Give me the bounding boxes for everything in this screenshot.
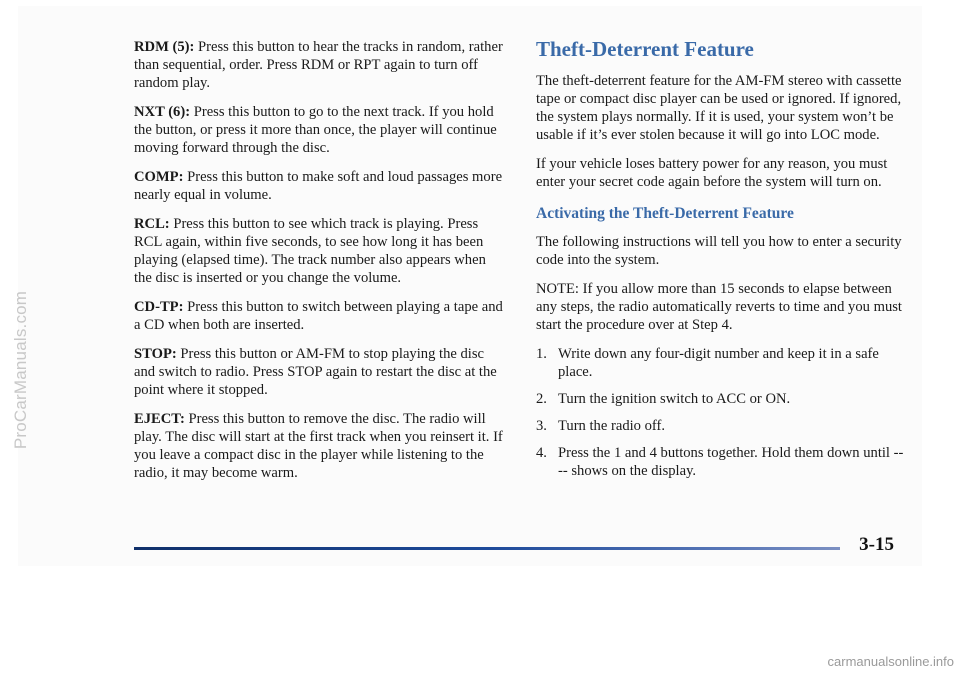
rcl-text: Press this button to see which track is playing. Press RCL again, within five seconds, to see how long it has been playing (elapsed time). The track number also appears when the disc is inserted or you change the volume. bbox=[134, 216, 486, 286]
cdtp-paragraph bbox=[134, 298, 506, 334]
battery-paragraph: If your vehicle loses battery power for any reason, you must enter your secret code again before the system will turn on. bbox=[536, 156, 888, 190]
comp-term: COMP: bbox=[134, 169, 184, 185]
step-number: 4. bbox=[536, 445, 547, 461]
cdtp-term: CD-TP: bbox=[134, 299, 184, 315]
steps-list bbox=[536, 345, 904, 480]
stop-term: STOP: bbox=[134, 346, 177, 362]
step-number: 2. bbox=[536, 391, 547, 407]
nxt-text: Press this button to go to the next track. If you hold the button, or press it more than once, the player will continue moving forward through the disc. bbox=[134, 104, 497, 156]
side-watermark bbox=[2, 170, 40, 570]
instructions-paragraph: The following instructions will tell you how to enter a security code into the system. bbox=[536, 234, 902, 268]
footer-rule bbox=[134, 547, 840, 550]
nxt-paragraph bbox=[134, 103, 506, 157]
list-item bbox=[536, 345, 904, 381]
stop-paragraph bbox=[134, 345, 506, 399]
eject-text: Press this button to remove the disc. The radio will play. The disc will start at the first track when you reinsert it. If you leave a compact disc in the player while listening to the radio, it may become warm. bbox=[134, 411, 503, 481]
bottom-watermark bbox=[0, 654, 960, 669]
left-column bbox=[134, 38, 506, 493]
right-column bbox=[536, 38, 904, 489]
nxt-term: NXT (6): bbox=[134, 104, 191, 120]
list-item bbox=[536, 417, 904, 435]
intro-paragraph: The theft-deterrent feature for the AM-FM stereo with cassette tape or compact disc player can be used or ignored. If ignored, the system plays normally. If it is used, your system won’t be usable if it’s ever stolen because it will go into LOC mode. bbox=[536, 73, 902, 143]
rcl-paragraph bbox=[134, 215, 506, 287]
list-item bbox=[536, 390, 904, 408]
note-paragraph: NOTE: If you allow more than 15 seconds to elapse between any steps, the radio automatically reverts to time and you must start the procedure over at Step 4. bbox=[536, 281, 902, 333]
step-text: Press the 1 and 4 buttons together. Hold them down until ---- shows on the display. bbox=[558, 445, 904, 479]
rdm-term: RDM (5): bbox=[134, 39, 195, 55]
comp-text: Press this button to make soft and loud passages more nearly equal in volume. bbox=[134, 169, 503, 203]
step-text: Turn the radio off. bbox=[558, 418, 666, 434]
eject-paragraph bbox=[134, 410, 506, 482]
section-title: Theft-Deterrent Feature bbox=[536, 37, 754, 61]
comp-paragraph bbox=[134, 168, 506, 204]
cdtp-text: Press this button to switch between playing a tape and a CD when both are inserted. bbox=[134, 299, 503, 333]
stop-text: Press this button or AM-FM to stop playing the disc and switch to radio. Press STOP again to restart the disc at the point where it stopped. bbox=[134, 346, 497, 398]
rcl-term: RCL: bbox=[134, 216, 170, 232]
eject-term: EJECT: bbox=[134, 411, 185, 427]
rdm-text: Press this button to hear the tracks in random, rather than sequential, order. Press RDM or RPT again to turn off random play. bbox=[134, 39, 503, 91]
subsection-title: Activating the Theft-Deterrent Feature bbox=[536, 205, 794, 222]
page-number: 3-15 bbox=[859, 534, 894, 555]
step-number: 1. bbox=[536, 346, 547, 362]
rdm-paragraph bbox=[134, 38, 506, 92]
step-text: Turn the ignition switch to ACC or ON. bbox=[558, 391, 791, 407]
step-number: 3. bbox=[536, 418, 547, 434]
list-item bbox=[536, 444, 904, 480]
bottom-watermark-text: carmanualsonline.info bbox=[827, 654, 954, 669]
side-watermark-text: ProCarManuals.com bbox=[11, 290, 30, 450]
step-text: Write down any four-digit number and keep it in a safe place. bbox=[558, 346, 879, 380]
